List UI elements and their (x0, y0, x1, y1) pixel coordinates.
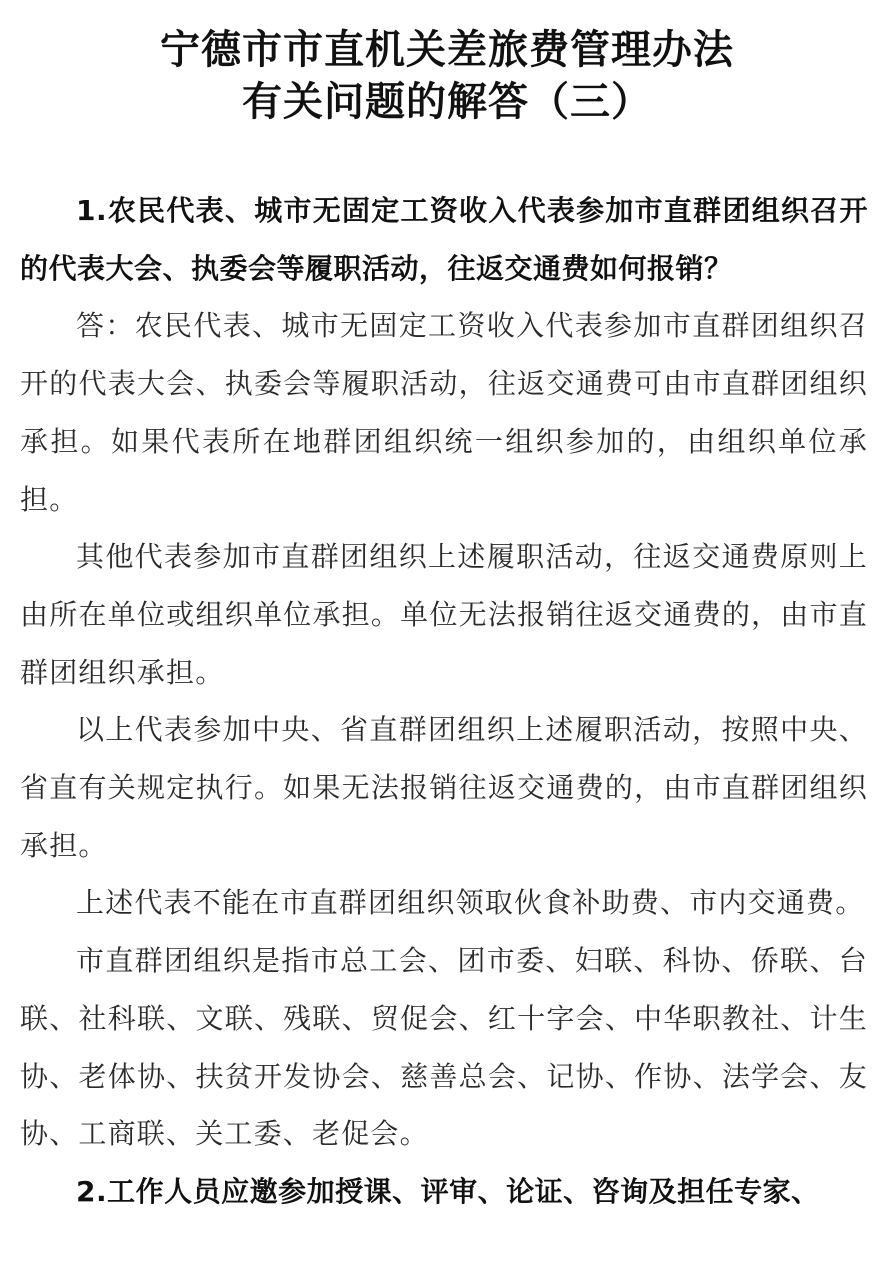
question-1: 1.农民代表、城市无固定工资收入代表参加市直群团组织召开的代表大会、执委会等履职活动，往返交通费如何报销？ (20, 194, 868, 285)
question-2: 2.工作人员应邀参加授课、评审、论证、咨询及担任专家、 (76, 1174, 820, 1208)
answer-paragraph: 答：农民代表、城市无固定工资收入代表参加市直群团组织召开的代表大会、执委会等履职活动，往返交通费可由市直群团组织承担。如果代表所在地群团组织统一组织参加的，由组织单位承担。 (20, 309, 868, 516)
answer-paragraph: 其他代表参加市直群团组织上述履职活动，往返交通费原则上由所在单位或组织单位承担。单位无法报销往返交通费的，由市直群团组织承担。 (20, 540, 868, 689)
document-body (20, 182, 868, 1221)
document-title-line-2: 有关问题的解答（三） (242, 78, 652, 125)
document-title-line-1: 宁德市市直机关差旅费管理办法 (160, 26, 734, 73)
answer-paragraph: 以上代表参加中央、省直群团组织上述履职活动，按照中央、省直有关规定执行。如果无法报销往返交通费的，由市直群团组织承担。 (20, 713, 868, 862)
answer-paragraph: 市直群团组织是指市总工会、团市委、妇联、科协、侨联、台联、社科联、文联、残联、贸促会、红十字会、中华职教社、计生协、老体协、扶贫开发协会、慈善总会、记协、作协、法学会、友协、工商联、关工委、老促会。 (20, 944, 868, 1151)
answer-paragraph: 上述代表不能在市直群团组织领取伙食补助费、市内交通费。 (76, 886, 865, 920)
